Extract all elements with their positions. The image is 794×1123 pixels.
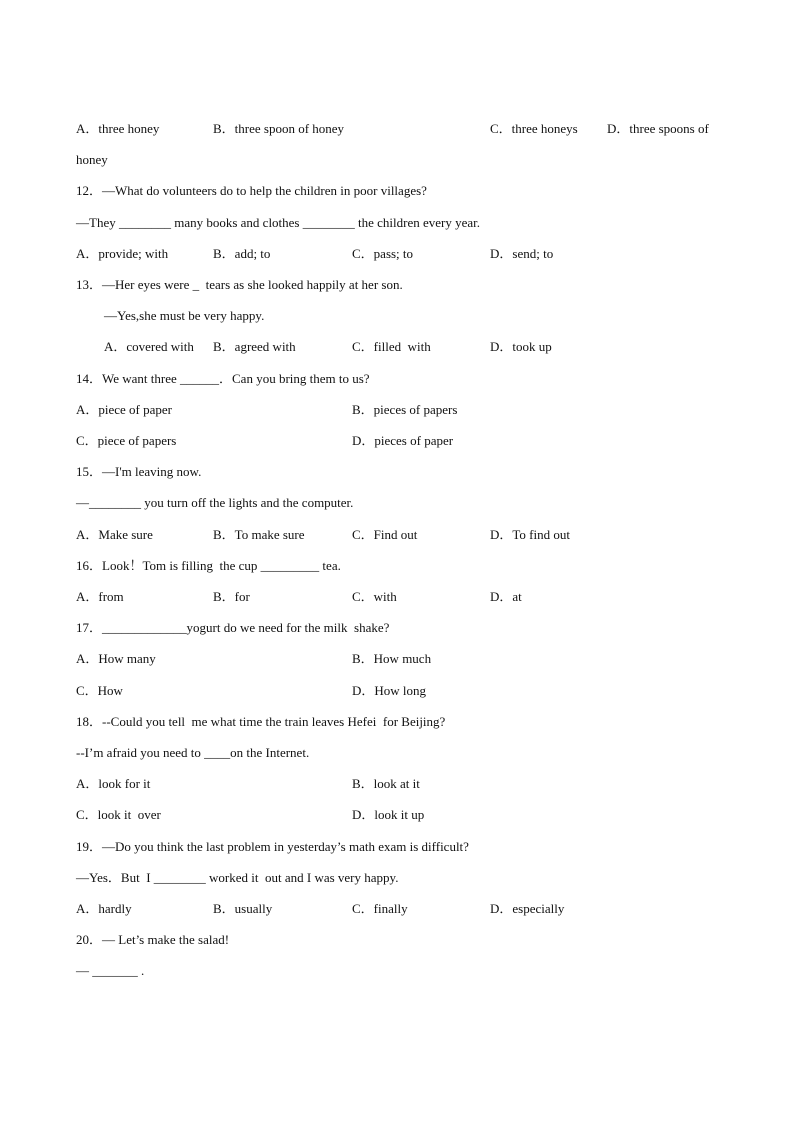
q13-option-b: B．agreed with — [213, 339, 296, 354]
q17-option-b: B．How much — [352, 651, 432, 666]
q13-option-d: D．took up — [490, 339, 552, 354]
q12-option-d: D．send; to — [490, 246, 554, 261]
q11-option-d-wrap: honey — [76, 152, 108, 167]
q12-option-c: C．pass; to — [352, 246, 414, 261]
q13-dialogue-line: —Yes,she must be very happy. — [104, 308, 265, 323]
q16-option-a: A．from — [76, 589, 124, 604]
q12-option-a: A．provide; with — [76, 246, 169, 261]
q13-stem: 13．—Her eyes were _ tears as she looked happily at her son. — [76, 277, 403, 292]
q19-option-c: C．finally — [352, 901, 408, 916]
q11-option-d: D．three spoons of — [607, 121, 709, 136]
q19-stem: 19．—Do you think the last problem in yesterday’s math exam is difficult? — [76, 839, 469, 854]
q19-dialogue-line: —Yes．But I ________ worked it out and I was very happy. — [76, 870, 399, 885]
q17-option-d: D．How long — [352, 683, 427, 698]
q16-stem: 16．Look！Tom is filling the cup _________ tea. — [76, 558, 341, 573]
q20-dialogue-line: — _______ . — [76, 963, 145, 978]
q17-option-c: C．How — [76, 683, 123, 698]
q14-option-d: D．pieces of paper — [352, 433, 454, 448]
q15-dialogue-line: —________ you turn off the lights and the computer. — [76, 495, 354, 510]
q12-dialogue-line: —They ________ many books and clothes ________ the children every year. — [76, 215, 480, 230]
q11-option-a: A．three honey — [76, 121, 160, 136]
q18-option-a: A．look for it — [76, 776, 151, 791]
q11-option-c: C．three honeys — [490, 121, 578, 136]
q15-option-d: D．To find out — [490, 527, 570, 542]
q19-option-b: B．usually — [213, 901, 273, 916]
q18-option-b: B．look at it — [352, 776, 420, 791]
q15-option-c: C．Find out — [352, 527, 418, 542]
q13-option-c: C．filled with — [352, 339, 431, 354]
q16-option-c: C．with — [352, 589, 397, 604]
q19-option-d: D．especially — [490, 901, 565, 916]
q16-option-d: D．at — [490, 589, 522, 604]
q14-option-b: B．pieces of papers — [352, 402, 458, 417]
q20-stem: 20．— Let’s make the salad! — [76, 932, 230, 947]
q18-stem: 18．--Could you tell me what time the train leaves Hefei for Beijing? — [76, 714, 446, 729]
q12-stem: 12．—What do volunteers do to help the children in poor villages? — [76, 183, 427, 198]
q13-option-a: A．covered with — [104, 339, 194, 354]
q12-option-b: B．add; to — [213, 246, 271, 261]
q11-option-b: B．three spoon of honey — [213, 121, 345, 136]
q14-option-a: A．piece of paper — [76, 402, 173, 417]
q19-option-a: A．hardly — [76, 901, 132, 916]
q15-option-b: B．To make sure — [213, 527, 305, 542]
q18-option-d: D．look it up — [352, 807, 425, 822]
q18-option-c: C．look it over — [76, 807, 161, 822]
q18-dialogue-line: --I’m afraid you need to ____on the Internet. — [76, 745, 310, 760]
q17-option-a: A．How many — [76, 651, 156, 666]
q17-stem: 17．_____________yogurt do we need for the milk shake? — [76, 620, 390, 635]
q15-stem: 15．—I'm leaving now. — [76, 464, 202, 479]
q15-option-a: A．Make sure — [76, 527, 153, 542]
q16-option-b: B．for — [213, 589, 250, 604]
q14-stem: 14．We want three ______．Can you bring them to us? — [76, 371, 370, 386]
q14-option-c: C．piece of papers — [76, 433, 177, 448]
